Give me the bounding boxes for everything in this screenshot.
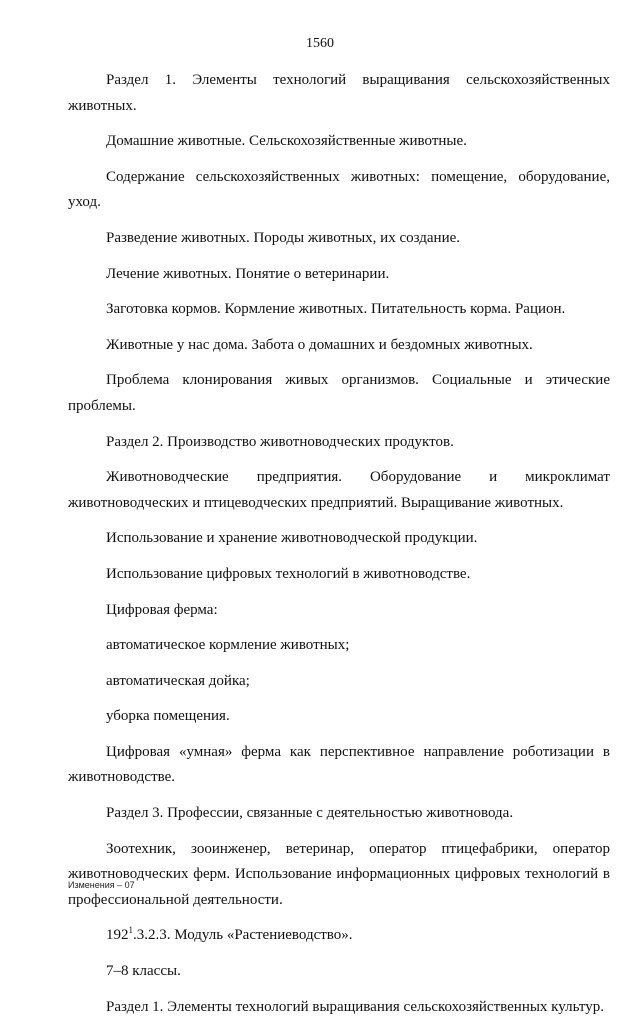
- paragraph: Цифровая ферма:: [106, 601, 218, 618]
- grades: 7–8 классы.: [106, 963, 181, 980]
- module-title: .3.2.3. Модуль «Растениеводство».: [133, 927, 353, 944]
- body-text: [68, 68, 610, 1020]
- section-heading: Раздел 1. Элементы технологий выращивания сельскохозяйственных культур.: [106, 998, 604, 1015]
- paragraph: Заготовка кормов. Кормление животных. Питательность корма. Рацион.: [106, 301, 566, 318]
- list-item: уборка помещения.: [106, 708, 230, 725]
- paragraph: Животные у нас дома. Забота о домашних и бездомных животных.: [106, 336, 533, 353]
- paragraph: Раздел 1. Элементы технологий выращивания сельскохозяйственных животных.: [68, 72, 610, 114]
- module-heading: [68, 923, 610, 949]
- module-prefix: 192: [106, 927, 129, 944]
- paragraph: Использование и хранение животноводческой продукции.: [106, 530, 478, 547]
- list-item: автоматическое кормление животных;: [106, 637, 350, 654]
- paragraph: Домашние животные. Сельскохозяйственные животные.: [106, 133, 467, 150]
- paragraph: Цифровая «умная» ферма как перспективное направление роботизации в животноводстве.: [68, 743, 610, 786]
- paragraph: Животноводческие предприятия. Оборудование и микроклимат животноводческих и птицеводческих предприятий. Выращивание животных.: [68, 469, 610, 511]
- paragraph: Разведение животных. Породы животных, их создание.: [106, 229, 461, 246]
- section-heading: Раздел 2. Производство животноводческих продуктов.: [106, 433, 454, 450]
- footer-note: Изменения – 07: [68, 880, 135, 890]
- page-number: 1560: [306, 36, 334, 51]
- section-heading: Раздел 3. Профессии, связанные с деятельностью животновода.: [106, 805, 514, 822]
- paragraph: Содержание сельскохозяйственных животных: помещение, оборудование, уход.: [68, 168, 610, 211]
- module-superscript: 1: [128, 925, 133, 936]
- paragraph: Зоотехник, зооинженер, ветеринар, оператор птицефабрики, оператор животноводческих ферм. Использование информационных цифровых технологий в профессиональной деятельности.: [68, 840, 610, 908]
- paragraph: Проблема клонирования живых организмов. Социальные и этические проблемы.: [68, 372, 610, 414]
- list-item: автоматическая дойка;: [106, 672, 250, 689]
- paragraph: Лечение животных. Понятие о ветеринарии.: [106, 265, 390, 282]
- paragraph: Использование цифровых технологий в животноводстве.: [106, 565, 471, 582]
